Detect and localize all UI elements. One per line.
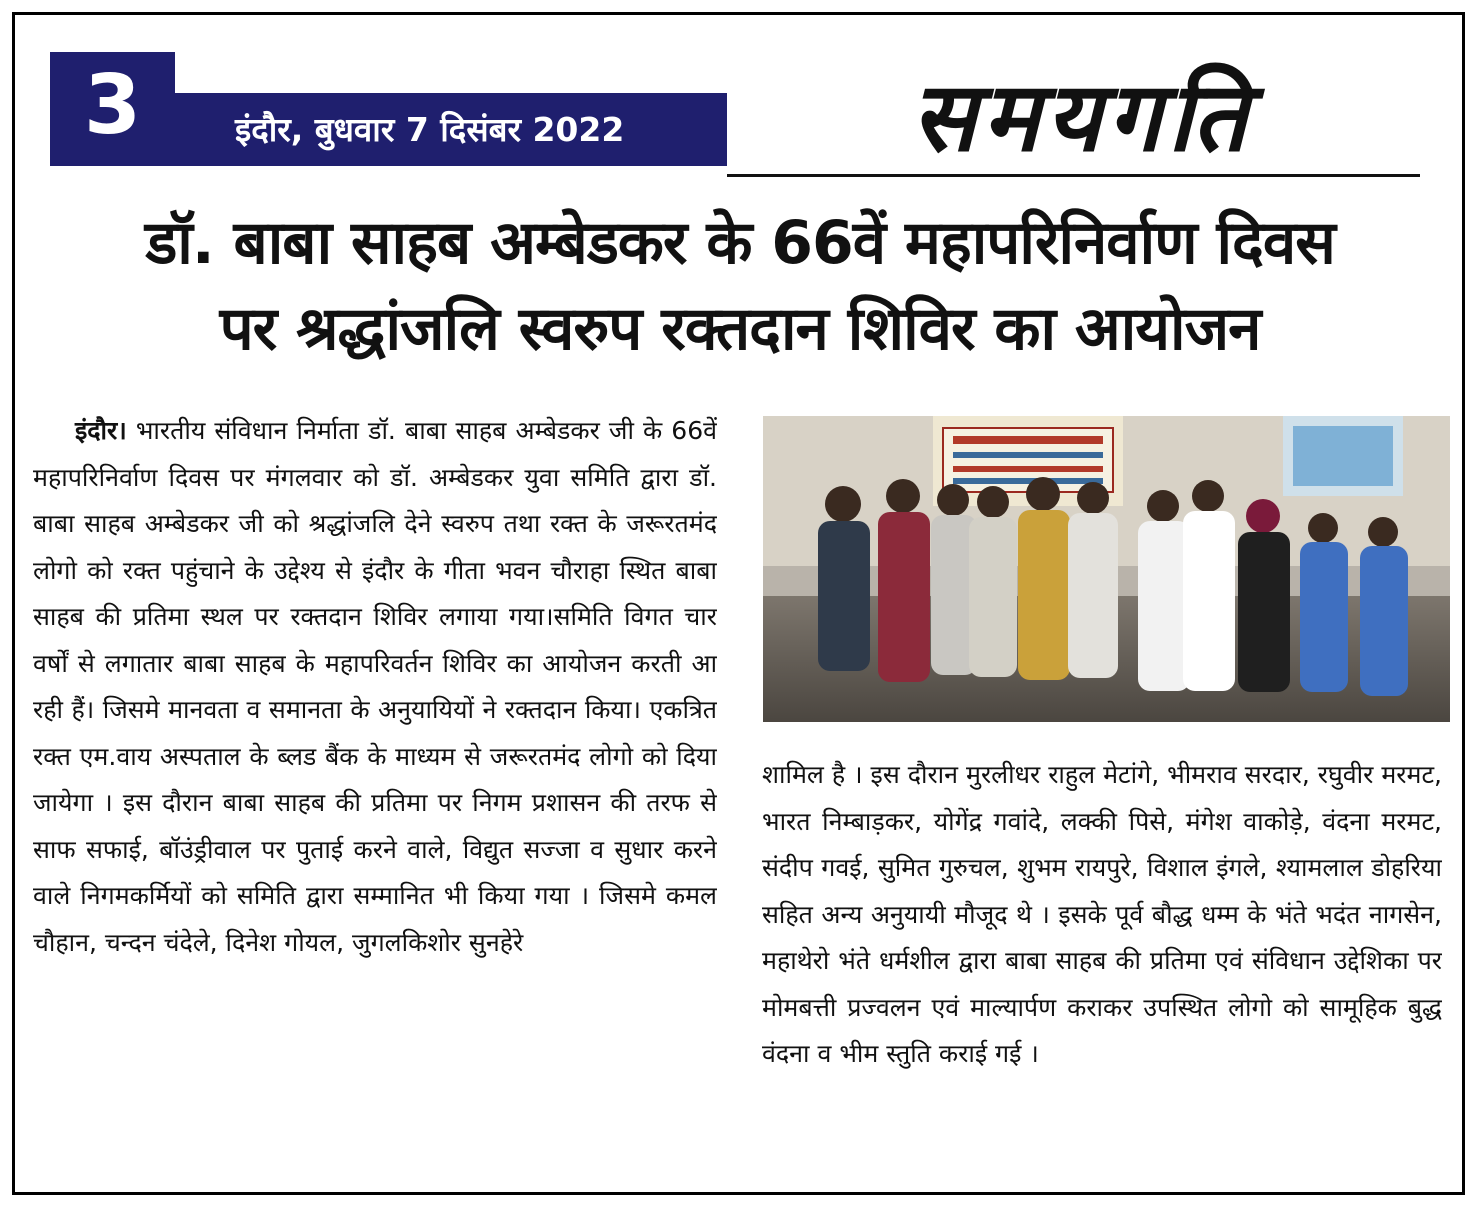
article-body-left: भारतीय संविधान निर्माता डॉ. बाबा साहब अम्बेडकर जी के 66वें महापरिनिर्वाण दिवस पर मंगलवार को डॉ. अम्बेडकर युवा समिति द्वारा डॉ. बाबा साहब अम्बेडकर जी को श्रद्धांजलि देने स्वरुप तथा रक्त के जरूरतमंद लोगो को रक्त पहुंचाने के उद्देश्य से इंदौर के गीता भवन चौराहा स्थित बाबा साहब की प्रतिमा स्थल पर रक्तदान शिविर लगाया गया।समिति विगत चार वर्षों से लगातार बाबा साहब के महापरिवर्तन शिविर का आयोजन करती आ रही हैं। जिसमे मानवता व समानता के अनुयायियों ने रक्तदान किया। एकत्रित रक्त एम.वाय अस्पताल के ब्लड बैंक के माध्यम से जरूरतमंद लोगो को दिया जायेगा । इस दौरान बाबा साहब की प्रतिमा पर निगम प्रशासन की तरफ से साफ सफाई, बॉउंड्रीवाल पर पुताई करने वाले, विद्युत सज्जा व सुधार करने वाले निगमकर्मियों को समिति द्वारा सम्मानित भी किया गया । जिसमे कमल चौहान, चन्दन चंदेले, दिनेश गोयल, जुगलकिशोर सुनहेरे	[33, 416, 717, 957]
article-lead: इंदौर।	[75, 416, 127, 445]
headline-line-1: डॉ. बाबा साहब अम्बेडकर के 66वें महापरिनिर्वाण दिवस	[145, 208, 1335, 278]
masthead-rule	[727, 174, 1420, 177]
page-number: 3	[83, 58, 142, 153]
article-headline	[30, 200, 1450, 372]
article-paragraph-left	[33, 408, 717, 966]
newspaper-masthead: समयगति	[911, 62, 1253, 172]
event-photo	[763, 416, 1450, 722]
article-body-right: शामिल है । इस दौरान मुरलीधर राहुल मेटांगे, भीमराव सरदार, रघुवीर मरमट, भारत निम्बाड़कर, योगेंद्र गवांदे, लक्की पिसे, मंगेश वाकोड़े, वंदना मरमट, संदीप गवई, सुमित गुरुचल, शुभम रायपुरे, विशाल इंगले, श्यामलाल डोहरिया सहित अन्य अनुयायी मौजूद थे । इसके पूर्व बौद्ध धम्म के भंते भदंत नागसेन, महाथेरो भंते धर्मशील द्वारा बाबा साहब की प्रतिमा एवं संविधान उद्देशिका पर मोमबत्ती प्रज्वलन एवं माल्यार्पण कराकर उपस्थित लोगो को सामूहिक बुद्ध वंदना व भीम स्तुति कराई गई ।	[762, 760, 1442, 1068]
article-body-left-column	[33, 408, 717, 1188]
event-photo-illustration	[763, 416, 1450, 722]
article-body-right-column	[762, 752, 1442, 1182]
headline-line-2: पर श्रद्धांजलि स्वरुप रक्तदान शिविर का आयोजन	[219, 294, 1261, 364]
dateline: इंदौर, बुधवार 7 दिसंबर 2022	[235, 110, 625, 149]
